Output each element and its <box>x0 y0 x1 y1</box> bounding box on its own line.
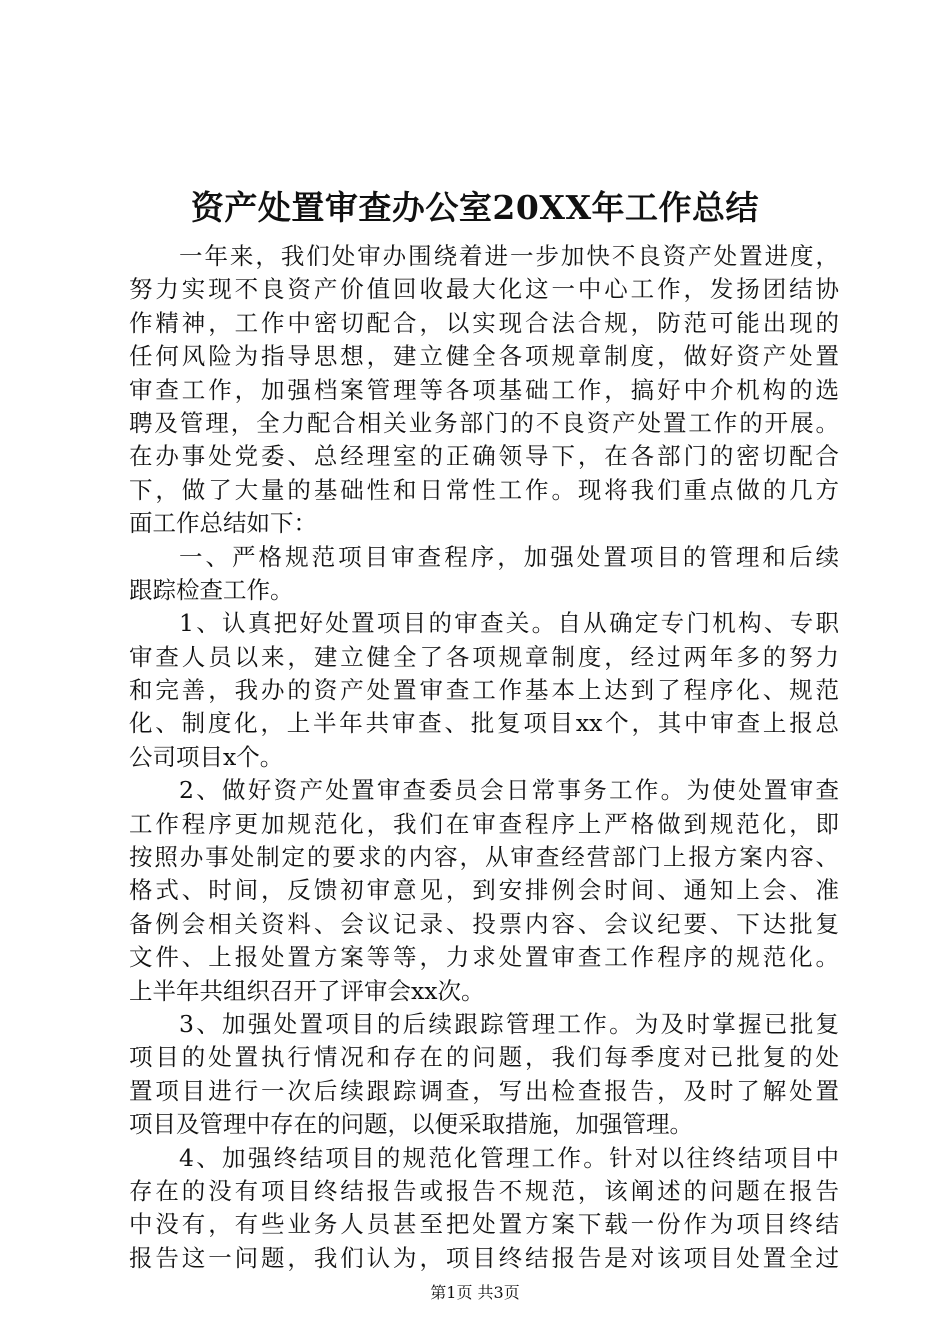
text-line: 审查工作，加强档案管理等各项基础工作，搞好中介机构的选 <box>129 375 839 404</box>
text-line: 在办事处党委、总经理室的正确领导下，在各部门的密切配合 <box>129 442 839 471</box>
text-line: 努力实现不良资产价值回收最大化这一中心工作，发扬团结协 <box>129 275 839 304</box>
text-line: 备例会相关资料、会议记录、投票内容、会议纪要、下达批复 <box>129 909 839 938</box>
text-line: 报告这一问题，我们认为，项目终结报告是对该项目处置全过 <box>129 1243 839 1272</box>
text-line: 面工作总结如下： <box>129 509 317 538</box>
text-line: 作精神，工作中密切配合，以实现合法合规，防范可能出现的 <box>129 308 839 337</box>
document-title: 资产处置审查办公室20XX年工作总结 <box>190 188 760 227</box>
text-line: 项目的处置执行情况和存在的问题，我们每季度对已批复的处 <box>129 1043 839 1072</box>
text-line: 4、加强终结项目的规范化管理工作。针对以往终结项目中 <box>179 1143 839 1172</box>
text-line: 格式、时间，反馈初审意见，到安排例会时间、通知上会、准 <box>129 876 839 905</box>
text-line: 跟踪检查工作。 <box>129 575 294 604</box>
text-line: 化、制度化，上半年共审查、批复项目xx个，其中审查上报总 <box>129 709 839 738</box>
text-line: 文件、上报处置方案等等，力求处置审查工作程序的规范化。 <box>129 943 839 972</box>
text-line: 2、做好资产处置审查委员会日常事务工作。为使处置审查 <box>179 776 839 805</box>
text-line: 中没有，有些业务人员甚至把处置方案下载一份作为项目终结 <box>129 1210 839 1239</box>
text-line: 1、认真把好处置项目的审查关。自从确定专门机构、专职 <box>179 609 839 638</box>
text-line: 一年来，我们处审办围绕着进一步加快不良资产处置进度， <box>179 242 839 270</box>
text-line: 任何风险为指导思想，建立健全各项规章制度，做好资产处置 <box>129 342 839 371</box>
text-line: 一、严格规范项目审查程序，加强处置项目的管理和后续 <box>179 542 839 571</box>
text-line: 上半年共组织召开了评审会xx次。 <box>129 976 485 1005</box>
text-line: 和完善，我办的资产处置审查工作基本上达到了程序化、规范 <box>129 676 839 705</box>
text-line: 按照办事处制定的要求的内容，从审查经营部门上报方案内容、 <box>129 843 839 872</box>
text-line: 存在的没有项目终结报告或报告不规范，该阐述的问题在报告 <box>129 1176 839 1205</box>
text-line: 工作程序更加规范化，我们在审查程序上严格做到规范化，即 <box>129 809 839 838</box>
text-line: 3、加强处置项目的后续跟踪管理工作。为及时掌握已批复 <box>179 1009 839 1038</box>
text-line: 项目及管理中存在的问题，以便采取措施，加强管理。 <box>129 1110 693 1139</box>
text-line: 审查人员以来，建立健全了各项规章制度，经过两年多的努力 <box>129 642 839 671</box>
text-line: 聘及管理，全力配合相关业务部门的不良资产处置工作的开展。 <box>129 408 839 437</box>
text-line: 置项目进行一次后续跟踪调查，写出检查报告，及时了解处置 <box>129 1076 839 1105</box>
text-line: 下，做了大量的基础性和日常性工作。现将我们重点做的几方 <box>129 475 839 504</box>
document-body <box>129 240 839 1275</box>
page-footer: 第1页 共3页 <box>430 1283 520 1302</box>
text-line: 公司项目x个。 <box>129 742 284 771</box>
